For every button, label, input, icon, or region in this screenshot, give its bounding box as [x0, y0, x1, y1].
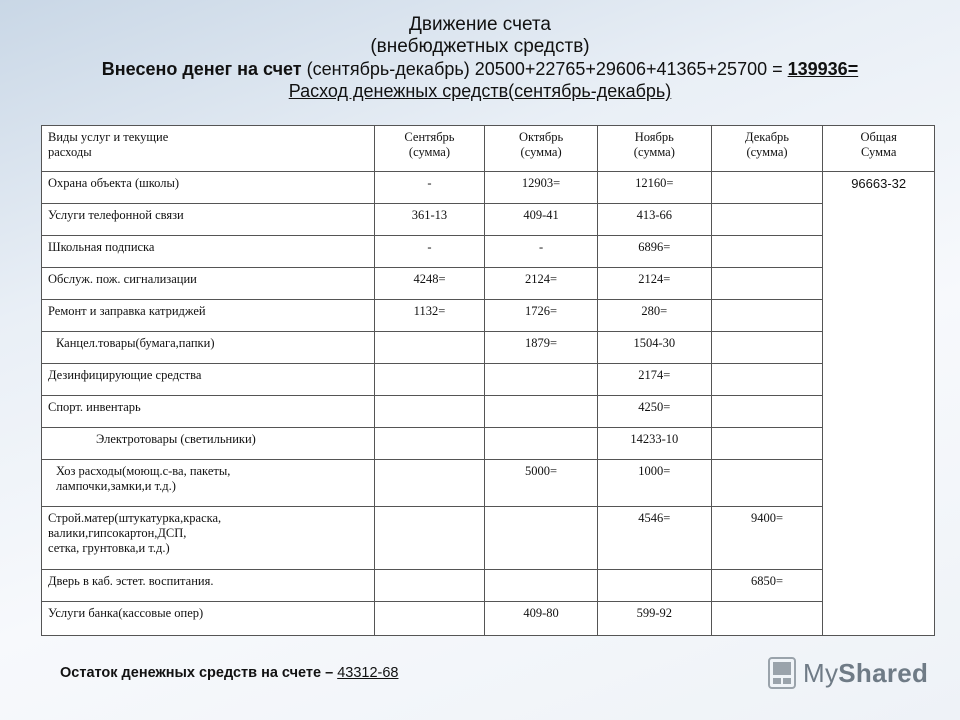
november-cell: 413-66 — [597, 204, 711, 236]
service-cell: Услуги телефонной связи — [42, 204, 375, 236]
december-cell — [711, 236, 823, 268]
december-cell — [711, 460, 823, 507]
october-cell: 1879= — [485, 332, 598, 364]
service-cell: Охрана объекта (школы) — [42, 172, 375, 204]
col-header-october: Октябрь (сумма) — [485, 126, 598, 172]
december-cell: 6850= — [711, 570, 823, 602]
october-cell — [485, 396, 598, 428]
table-row — [42, 236, 935, 268]
total-sum-cell: 96663-32 — [823, 172, 935, 636]
brand-name: MyShared — [803, 657, 929, 688]
november-cell: 14233-10 — [597, 428, 711, 460]
myshared-logo-icon — [767, 656, 797, 690]
september-cell — [374, 507, 485, 570]
december-cell: 9400= — [711, 507, 823, 570]
table-row — [42, 428, 935, 460]
col-header-service: Виды услуг и текущие расходы — [42, 126, 375, 172]
october-cell: 409-41 — [485, 204, 598, 236]
december-cell — [711, 332, 823, 364]
service-cell: Услуги банка(кассовые опер) — [42, 602, 375, 636]
november-cell: 599-92 — [597, 602, 711, 636]
october-cell — [485, 428, 598, 460]
december-cell — [711, 300, 823, 332]
service-cell: Школьная подписка — [42, 236, 375, 268]
table-row — [42, 602, 935, 636]
december-cell — [711, 204, 823, 236]
october-cell — [485, 364, 598, 396]
table-row — [42, 507, 935, 570]
table-row — [42, 268, 935, 300]
table-row — [42, 172, 935, 204]
september-cell — [374, 602, 485, 636]
service-cell — [42, 332, 375, 364]
col-header-september: Сентябрь (сумма) — [374, 126, 485, 172]
november-cell — [597, 570, 711, 602]
page-header — [0, 14, 960, 102]
table-row — [42, 460, 935, 507]
october-cell: 12903= — [485, 172, 598, 204]
september-cell — [374, 364, 485, 396]
september-cell — [374, 460, 485, 507]
service-label: Канцел.товары(бумага,папки) — [56, 336, 215, 350]
october-cell: 5000= — [485, 460, 598, 507]
september-cell — [374, 332, 485, 364]
balance-label: Остаток денежных средств на счете – — [60, 665, 334, 681]
november-cell: 280= — [597, 300, 711, 332]
december-cell — [711, 364, 823, 396]
november-cell: 6896= — [597, 236, 711, 268]
table-row — [42, 300, 935, 332]
service-cell: Спорт. инвентарь — [42, 396, 375, 428]
november-cell: 1000= — [597, 460, 711, 507]
december-cell — [711, 268, 823, 300]
december-cell — [711, 396, 823, 428]
table-header-row — [42, 126, 935, 172]
november-cell: 12160= — [597, 172, 711, 204]
table-row — [42, 364, 935, 396]
title-line-1: Движение счета — [409, 14, 551, 35]
september-cell: 4248= — [374, 268, 485, 300]
september-cell — [374, 428, 485, 460]
october-cell: - — [485, 236, 598, 268]
september-cell — [374, 396, 485, 428]
september-cell: - — [374, 236, 485, 268]
service-label: Хоз расходы(моющ.с-ва, пакеты, лампочки,замки,и т.д.) — [56, 464, 231, 493]
november-cell: 4546= — [597, 507, 711, 570]
december-cell — [711, 172, 823, 204]
expenses-table — [41, 125, 935, 636]
col-header-november: Ноябрь (сумма) — [597, 126, 711, 172]
september-cell: - — [374, 172, 485, 204]
table-row — [42, 396, 935, 428]
october-cell: 2124= — [485, 268, 598, 300]
september-cell: 361-13 — [374, 204, 485, 236]
balance-value: 43312-68 — [337, 665, 399, 681]
deposit-total: 139936= — [787, 59, 859, 79]
service-cell: Дезинфицирующие средства — [42, 364, 375, 396]
october-cell: 1726= — [485, 300, 598, 332]
october-cell: 409-80 — [485, 602, 598, 636]
deposit-formula: 20500+22765+29606+41365+25700 = — [474, 59, 783, 79]
service-cell — [42, 428, 375, 460]
service-cell: Обслуж. пож. сигнализации — [42, 268, 375, 300]
december-cell — [711, 602, 823, 636]
service-label: Электротовары (светильники) — [96, 432, 256, 446]
service-cell: Дверь в каб. эстет. воспитания. — [42, 570, 375, 602]
table-row — [42, 570, 935, 602]
september-cell — [374, 570, 485, 602]
september-cell: 1132= — [374, 300, 485, 332]
title-line-2: (внебюджетных средств) — [370, 36, 590, 57]
deposit-line — [0, 58, 960, 80]
col-header-total: Общая Сумма — [823, 126, 935, 172]
expense-title: Расход денежных средств(сентябрь-декабрь) — [288, 81, 672, 101]
balance-footer — [60, 665, 398, 681]
service-cell: Строй.матер(штукатурка,краска, валики,гипсокартон,ДСП, сетка, грунтовка,и т.д.) — [42, 507, 375, 570]
november-cell: 2174= — [597, 364, 711, 396]
october-cell — [485, 507, 598, 570]
service-cell: Ремонт и заправка катриджей — [42, 300, 375, 332]
col-header-december: Декабрь (сумма) — [711, 126, 823, 172]
october-cell — [485, 570, 598, 602]
myshared-brand — [767, 656, 928, 690]
deposit-period: (сентябрь-декабрь) — [306, 59, 470, 79]
table-row — [42, 204, 935, 236]
deposit-label: Внесено денег на счет — [101, 59, 302, 79]
december-cell — [711, 428, 823, 460]
november-cell: 1504-30 — [597, 332, 711, 364]
table-row — [42, 332, 935, 364]
service-cell — [42, 460, 375, 507]
november-cell: 4250= — [597, 396, 711, 428]
november-cell: 2124= — [597, 268, 711, 300]
